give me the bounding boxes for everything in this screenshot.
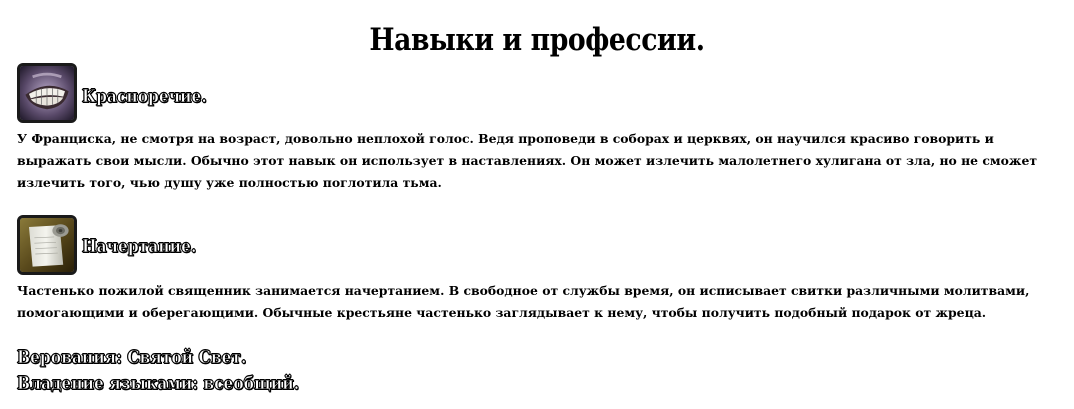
grinning-mouth-icon [17,63,77,123]
skill-description-eloquence: У Франциска, не смотря на возраст, довольно неплохой голос. Ведя проповеди в соборах и церквях, он научился красиво говорить и выражать свои мысли. Обычно этот навык он использует в наставлениях. Он может излечить малолетнего хулигана от зла, но не сможет излечить того, чью душу уже полностью поглотила тьма. [17,131,1038,190]
languages-line: Владение языками: всеобщий. [17,373,300,394]
scroll-icon [17,215,77,275]
skill-description-inscription: Частенько пожилой священник занимается начертанием. В свободное от службы время, он исписывает свитки различными молитвами, помогающими и оберегающими. Обычные крестьяне частенько заглядывает к нему, чтобы получить подобный подарок от жреца. [17,283,1030,320]
page-title: Навыки и профессии. [369,22,705,58]
skill-heading-eloquence: Красноречие. [82,86,207,107]
skill-heading-inscription: Начертание. [82,236,197,257]
beliefs-line: Верования: Святой Свет. [17,347,247,368]
